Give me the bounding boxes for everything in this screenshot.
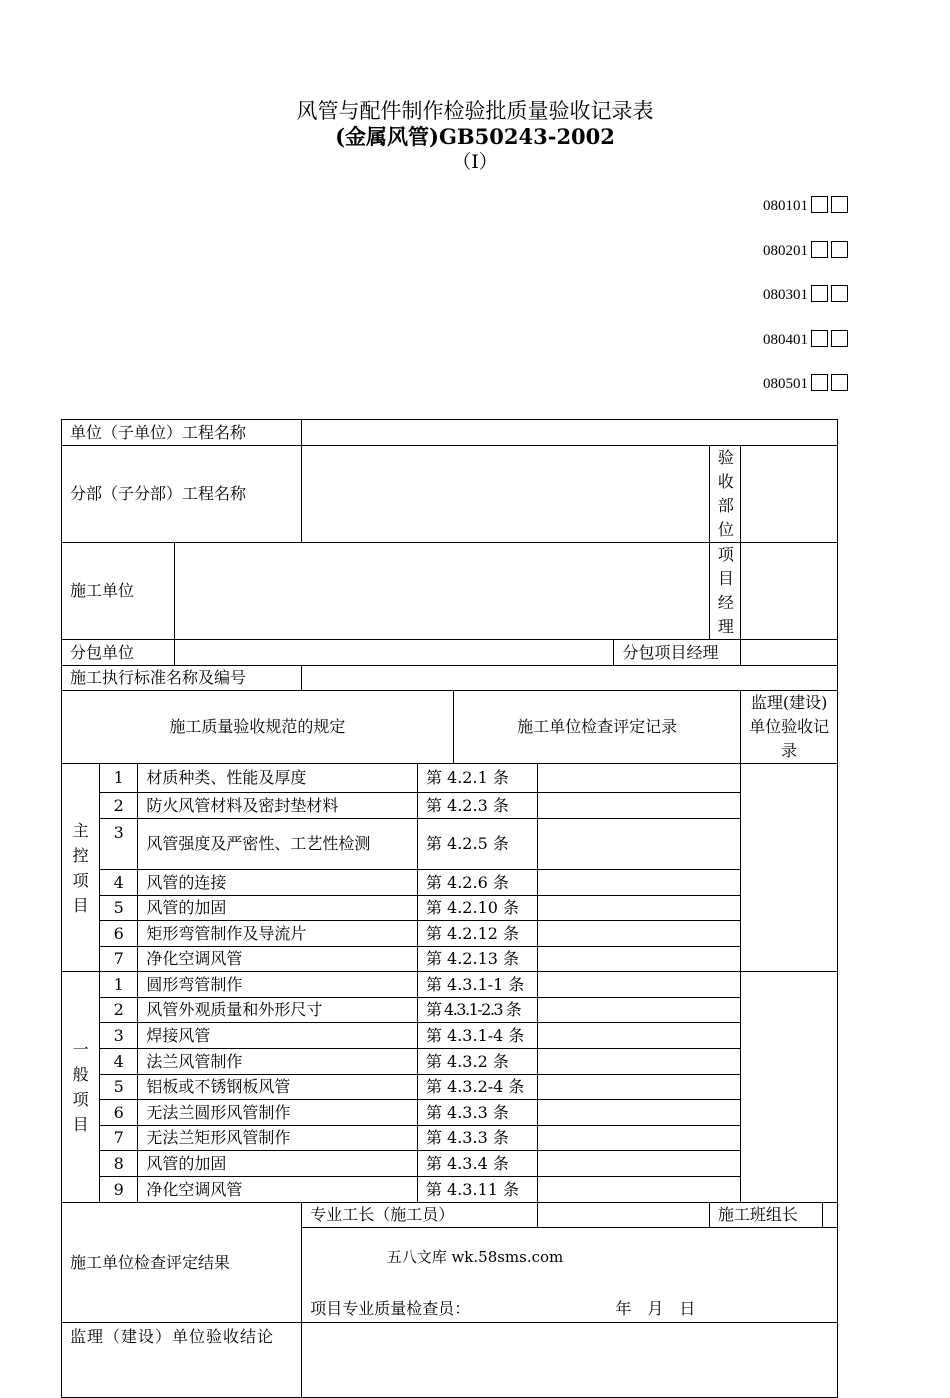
check-record-cell[interactable]	[538, 947, 741, 972]
check-record-cell[interactable]	[538, 896, 741, 921]
row-number: 3	[100, 819, 138, 870]
construction-unit-field[interactable]	[175, 543, 710, 640]
acceptance-part-field[interactable]	[741, 446, 838, 543]
item-name: 无法兰圆形风管制作	[138, 1100, 418, 1126]
main-items-label	[62, 764, 100, 972]
row-number: 2	[100, 998, 138, 1023]
row-number: 7	[100, 1126, 138, 1151]
subcontract-unit-label: 分包单位	[62, 640, 175, 666]
item-reference: 第 4.2.13 条	[417, 947, 537, 972]
checkbox[interactable]	[831, 374, 848, 391]
subcontract-pm-field[interactable]	[741, 640, 838, 666]
item-name: 风管的加固	[138, 1151, 418, 1177]
inspector-label: 项目专业质量检查员：	[310, 1299, 471, 1318]
check-record-cell[interactable]	[538, 819, 741, 870]
table-row	[62, 947, 838, 972]
team-leader-cell[interactable]	[709, 1203, 837, 1228]
table-row	[62, 1049, 838, 1075]
item-name: 风管的连接	[138, 870, 418, 896]
item-name: 铝板或不锈钢板风管	[138, 1075, 418, 1100]
column-header-row	[62, 691, 838, 764]
checkbox[interactable]	[831, 196, 848, 213]
team-leader-label: 施工班组长	[710, 1203, 823, 1227]
code-list	[763, 196, 873, 419]
code-number: 080501	[763, 376, 808, 393]
item-name: 风管的加固	[138, 896, 418, 921]
check-record-cell[interactable]	[538, 870, 741, 896]
checkbox[interactable]	[811, 330, 828, 347]
standard-name-label: 施工执行标准名称及编号	[62, 666, 302, 691]
table-row	[62, 1126, 838, 1151]
footer-watermark: 五八文库 wk.58sms.com	[386, 1248, 564, 1266]
table-row	[62, 446, 838, 543]
form-part-number: （Ⅰ）	[452, 151, 498, 173]
row-number: 7	[100, 947, 138, 972]
check-record-cell[interactable]	[538, 972, 741, 998]
table-row	[62, 543, 838, 640]
table-row	[62, 1023, 838, 1049]
conclusion-label: 监理（建设）单位验收结论	[62, 1323, 302, 1398]
spec-column-header: 施工质量验收规范的规定	[62, 691, 454, 764]
construction-unit-label: 施工单位	[62, 543, 175, 640]
check-record-cell[interactable]	[538, 1100, 741, 1126]
item-reference: 第 4.2.6 条	[417, 870, 537, 896]
row-number: 6	[100, 1100, 138, 1126]
project-manager-label: 项目经理	[709, 543, 740, 640]
checkbox[interactable]	[811, 285, 828, 302]
check-record-cell[interactable]	[538, 1023, 741, 1049]
table-row	[62, 666, 838, 691]
item-reference: 第 4.2.3 条	[417, 793, 537, 819]
table-row	[62, 870, 838, 896]
check-record-cell[interactable]	[538, 1151, 741, 1177]
item-name: 净化空调风管	[138, 1177, 418, 1203]
table-row	[62, 1100, 838, 1126]
code-number: 080301	[763, 287, 808, 304]
row-number: 5	[100, 896, 138, 921]
supervisor-column-header: 监理(建设)单位验收记录	[741, 691, 838, 764]
check-record-cell[interactable]	[538, 998, 741, 1023]
code-row	[763, 196, 873, 241]
unit-project-name-label: 单位（子单位）工程名称	[62, 420, 302, 446]
item-reference: 第 4.3.2-4 条	[417, 1075, 537, 1100]
table-row	[62, 1075, 838, 1100]
table-row	[62, 764, 838, 793]
sub-project-name-field[interactable]	[302, 446, 710, 543]
code-row	[763, 374, 873, 419]
table-row	[62, 1323, 838, 1398]
general-items-label-text: 一般项目	[72, 1040, 89, 1134]
item-reference: 第 4.2.12 条	[417, 921, 537, 947]
table-row	[62, 972, 838, 998]
acceptance-part-label: 验收部位	[709, 446, 740, 543]
checkbox[interactable]	[831, 330, 848, 347]
row-number: 8	[100, 1151, 138, 1177]
item-reference: 第 4.3.4 条	[417, 1151, 537, 1177]
main-items-label-text: 主控项目	[72, 820, 89, 915]
checkbox[interactable]	[831, 285, 848, 302]
item-reference: 第 4.3.2 条	[417, 1049, 537, 1075]
row-number: 1	[100, 764, 138, 793]
item-name: 法兰风管制作	[138, 1049, 418, 1075]
item-name: 焊接风管	[138, 1023, 418, 1049]
item-reference: 第 4.3.3 条	[417, 1100, 537, 1126]
item-reference: 第 4.3.3 条	[417, 1126, 537, 1151]
item-name: 风管外观质量和外形尺寸	[138, 998, 418, 1023]
table-row	[62, 819, 838, 870]
row-number: 5	[100, 1075, 138, 1100]
table-row	[62, 1177, 838, 1203]
subcontract-pm-label: 分包项目经理	[614, 640, 741, 666]
check-record-column-header: 施工单位检查评定记录	[453, 691, 740, 764]
checkbox[interactable]	[811, 374, 828, 391]
table-row	[62, 1203, 838, 1228]
result-signature-area[interactable]	[302, 1228, 838, 1323]
check-record-cell[interactable]	[538, 1177, 741, 1203]
checkbox[interactable]	[831, 241, 848, 258]
table-row	[62, 998, 838, 1023]
code-row	[763, 285, 873, 330]
item-name: 材质种类、性能及厚度	[138, 764, 418, 793]
check-record-cell[interactable]	[538, 1126, 741, 1151]
code-number: 080201	[763, 242, 808, 259]
table-row	[62, 896, 838, 921]
row-number: 1	[100, 972, 138, 998]
item-reference: 第 4.3.1-1 条	[417, 972, 537, 998]
check-record-cell[interactable]	[538, 1049, 741, 1075]
code-row	[763, 241, 873, 286]
table-row	[62, 793, 838, 819]
item-reference: 第 4.3.11 条	[417, 1177, 537, 1203]
item-reference: 第 4.2.10 条	[417, 896, 537, 921]
code-number: 080401	[763, 331, 808, 348]
checkbox[interactable]	[811, 241, 828, 258]
unit-project-name-field[interactable]	[302, 420, 838, 446]
item-name: 无法兰矩形风管制作	[138, 1126, 418, 1151]
code-row	[763, 330, 873, 375]
check-record-cell[interactable]	[538, 793, 741, 819]
sub-project-name-label: 分部（子分部）工程名称	[62, 446, 302, 543]
item-reference: 第 4.2.1 条	[417, 764, 537, 793]
row-number: 9	[100, 1177, 138, 1203]
result-date: 年 月 日	[615, 1299, 696, 1318]
foreman-field[interactable]	[538, 1203, 710, 1228]
item-name: 风管强度及严密性、工艺性检测	[138, 819, 418, 870]
supervisor-record-cell[interactable]	[741, 764, 838, 972]
code-number: 080101	[763, 198, 808, 214]
form-title: 风管与配件制作检验批质量验收记录表	[296, 99, 654, 123]
conclusion-field[interactable]	[302, 1323, 838, 1398]
item-reference: 第 4.2.5 条	[417, 819, 537, 870]
row-number: 3	[100, 1023, 138, 1049]
table-row	[62, 1151, 838, 1177]
item-name: 防火风管材料及密封垫材料	[138, 793, 418, 819]
row-number: 2	[100, 793, 138, 819]
project-manager-field[interactable]	[741, 543, 838, 640]
checkbox[interactable]	[811, 196, 828, 213]
row-number: 4	[100, 870, 138, 896]
item-reference: 第 4.3.1-4 条	[417, 1023, 537, 1049]
result-label: 施工单位检查评定结果	[62, 1203, 302, 1323]
check-record-cell[interactable]	[538, 764, 741, 793]
table-row	[62, 420, 838, 446]
item-name: 矩形弯管制作及导流片	[138, 921, 418, 947]
general-items-label	[62, 972, 100, 1203]
item-name: 圆形弯管制作	[138, 972, 418, 998]
form-subtitle: (金属风管)GB50243-2002	[335, 124, 615, 149]
item-reference: 第 4.3.1-2.3 条	[417, 998, 537, 1023]
check-record-cell[interactable]	[538, 921, 741, 947]
row-number: 4	[100, 1049, 138, 1075]
table-row	[62, 640, 838, 666]
check-record-cell[interactable]	[538, 1075, 741, 1100]
row-number: 6	[100, 921, 138, 947]
subcontract-unit-field[interactable]	[175, 640, 614, 666]
standard-name-field[interactable]	[302, 666, 838, 691]
item-name: 净化空调风管	[138, 947, 418, 972]
supervisor-record-cell[interactable]	[741, 972, 838, 1203]
foreman-label: 专业工长（施工员）	[302, 1203, 538, 1228]
table-row	[62, 921, 838, 947]
